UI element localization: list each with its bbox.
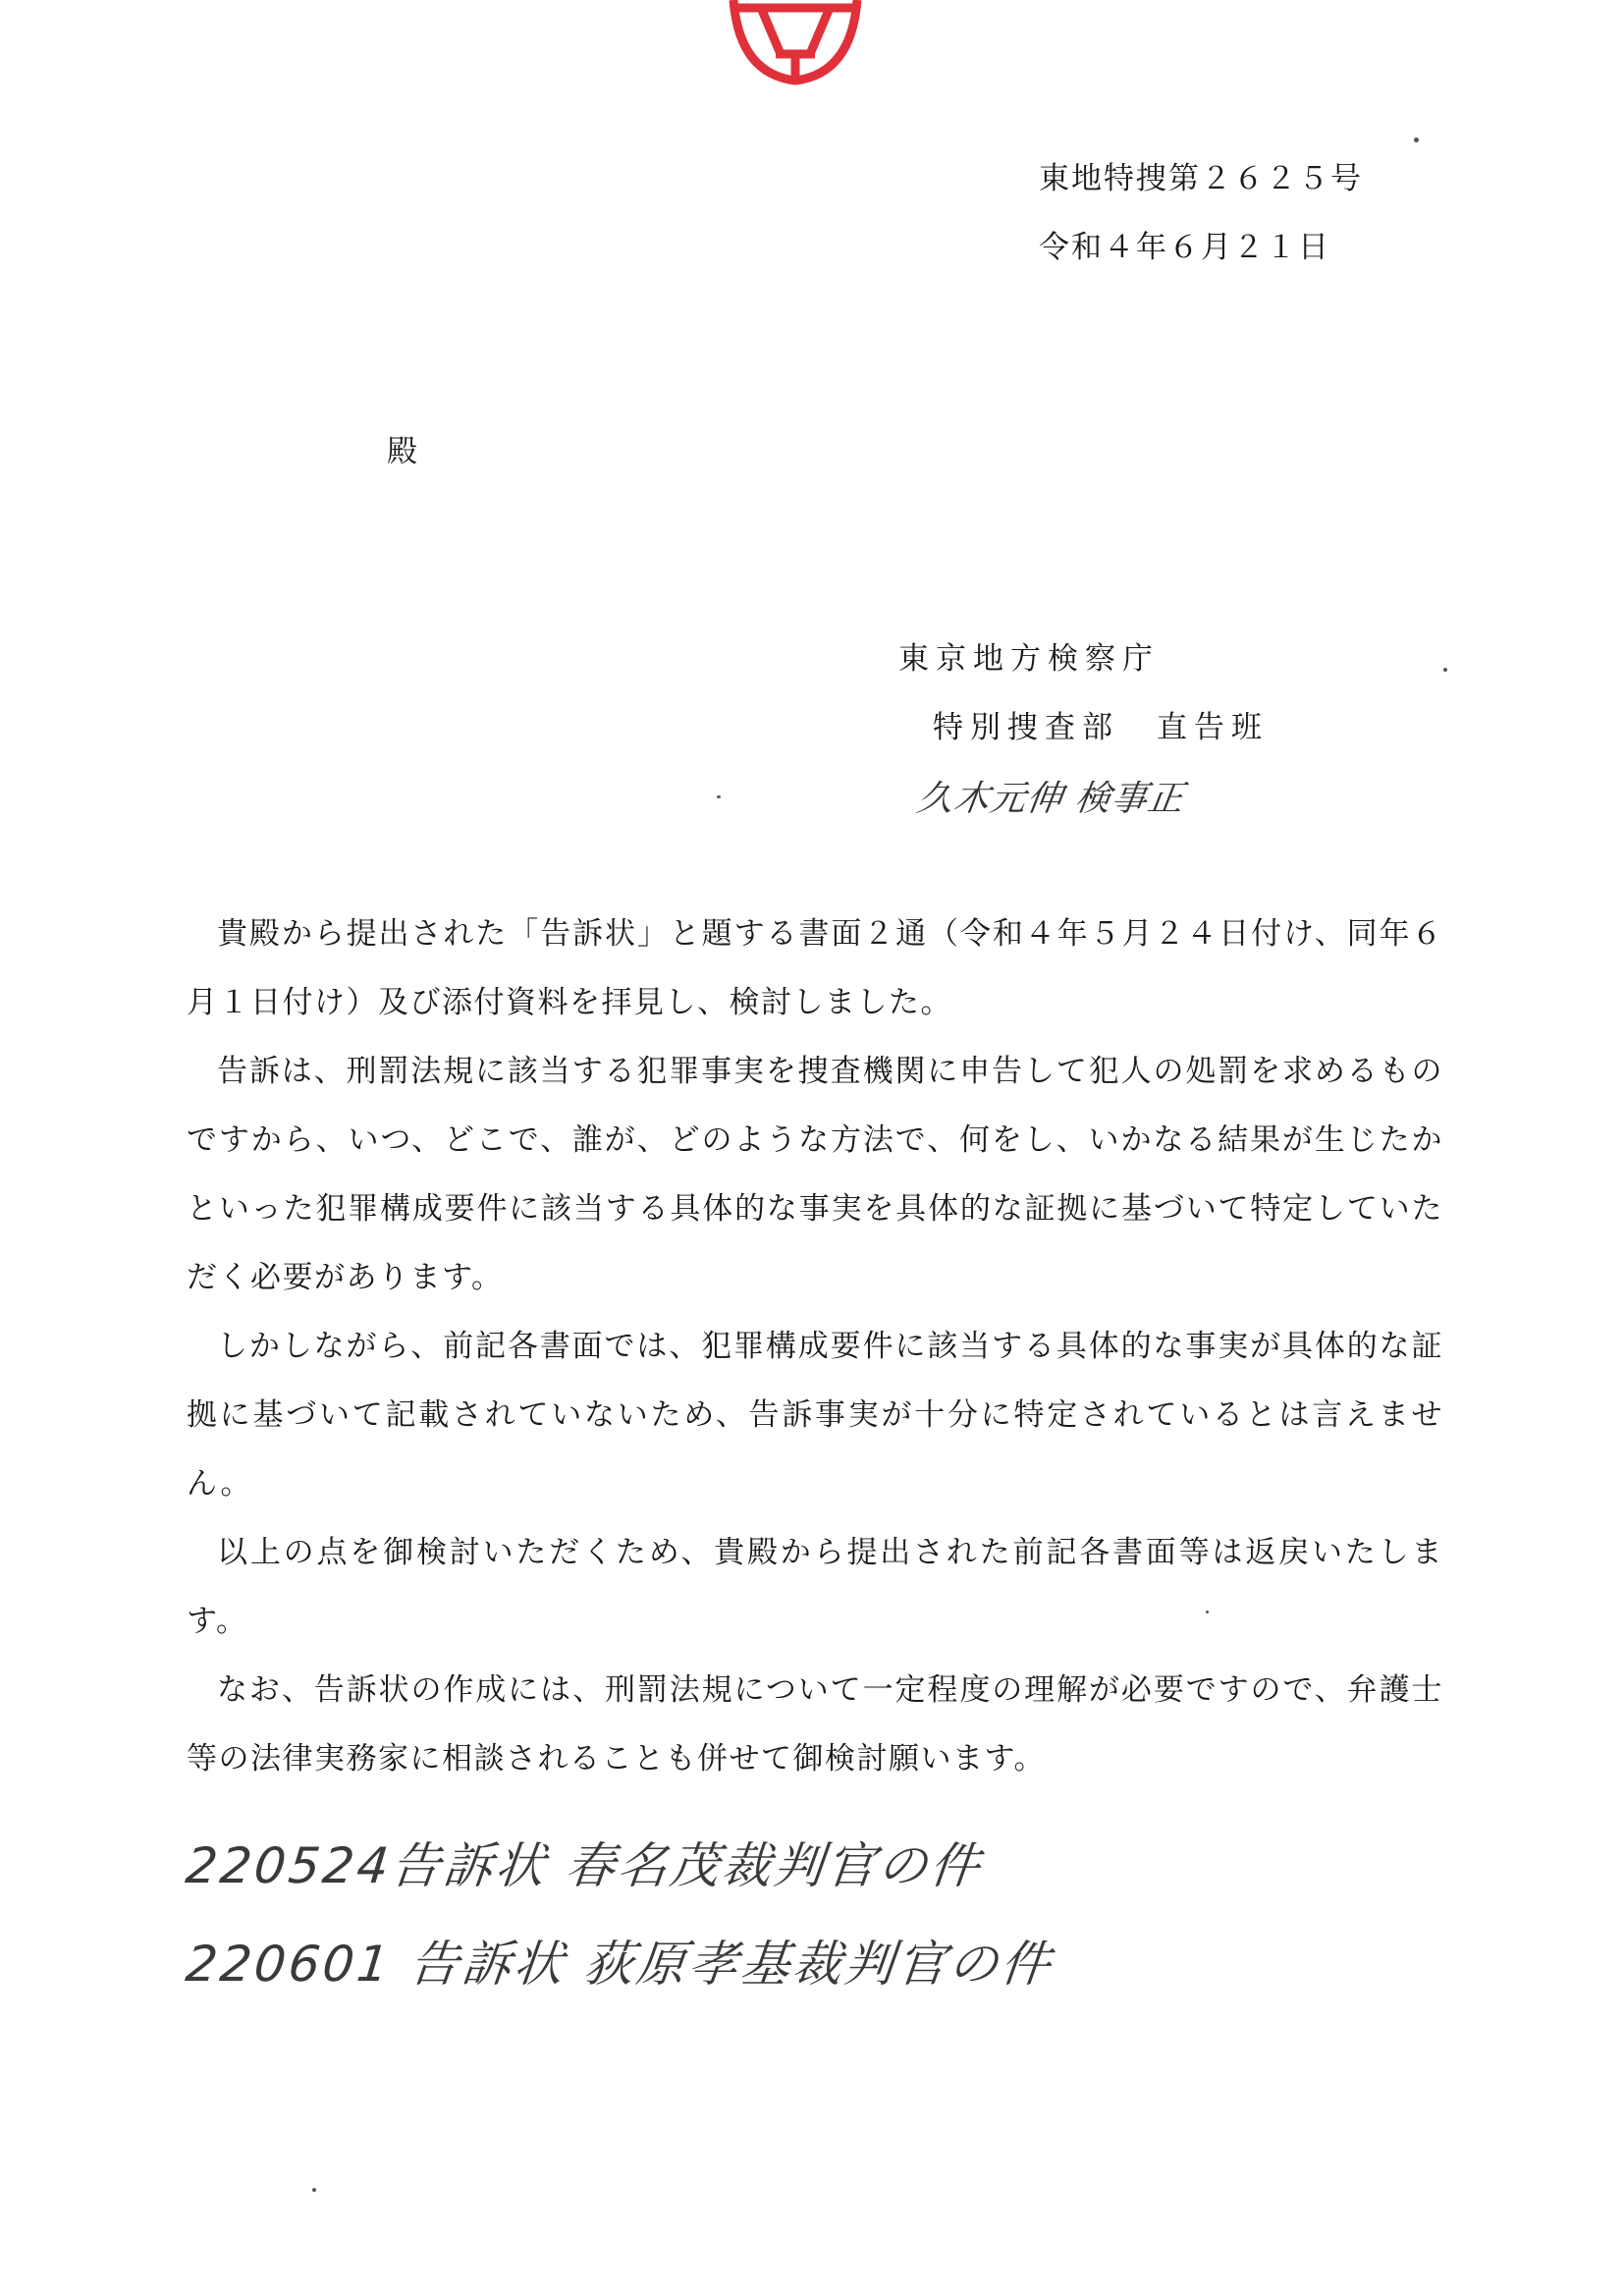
handwritten-note-2: 220601 告訴状 荻原孝基裁判官の件 <box>183 1936 1056 1993</box>
paragraph-return: 以上の点を御検討いただくため、貴殿から提出された前記各書面等は返戻いたします。 <box>187 1535 1443 1639</box>
scan-speck <box>312 2188 316 2192</box>
paragraph-complaint-requirements: 告訴は、刑罰法規に該当する犯罪事実を捜査機関に申告して犯人の処罰を求めるものですから、いつ、どこで、誰が、どのような方法で、何をし、いかなる結果が生じたかといった犯罪構成要件に該当する具体的な事実を具体的な証拠に基づいて特定していただく必要があります。 <box>187 1054 1443 1295</box>
redacted-addressee-name <box>204 422 376 469</box>
document-number: 東地特捜第２６２５号 <box>1039 161 1363 196</box>
letter-body <box>187 900 1443 1793</box>
addressee-honorific: 殿 <box>387 434 417 469</box>
paragraph-insufficiency: しかしながら、前記各書面では、犯罪構成要件に該当する具体的な事実が具体的な証拠に基づいて記載されていないため、告訴事実が十分に特定されているとは言えません。 <box>187 1329 1443 1502</box>
scan-speck <box>1443 668 1447 672</box>
scan-speck <box>1206 1611 1209 1613</box>
document-date: 令和４年６月２１日 <box>1039 230 1330 265</box>
handwritten-signature: 久木元伸 検事正 <box>914 779 1187 819</box>
scan-speck <box>1414 137 1419 142</box>
sender-department: 特別捜査部 直告班 <box>933 710 1269 745</box>
sender-office: 東京地方検察庁 <box>898 641 1160 677</box>
scan-speck <box>717 795 721 798</box>
paragraph-submission: 貴殿から提出された「告訴状」と題する書面２通（令和４年５月２４日付け、同年６月１日付け）及び添付資料を拝見し、検討しました。 <box>187 916 1443 1020</box>
red-seal-stamp <box>722 0 869 88</box>
handwritten-note-1: 220524告訴状 春名茂裁判官の件 <box>183 1837 986 1894</box>
paragraph-advice: なお、告訴状の作成には、刑罰法規について一定程度の理解が必要ですので、弁護士等の法律実務家に相談されることも併せて御検討願います。 <box>187 1672 1443 1777</box>
